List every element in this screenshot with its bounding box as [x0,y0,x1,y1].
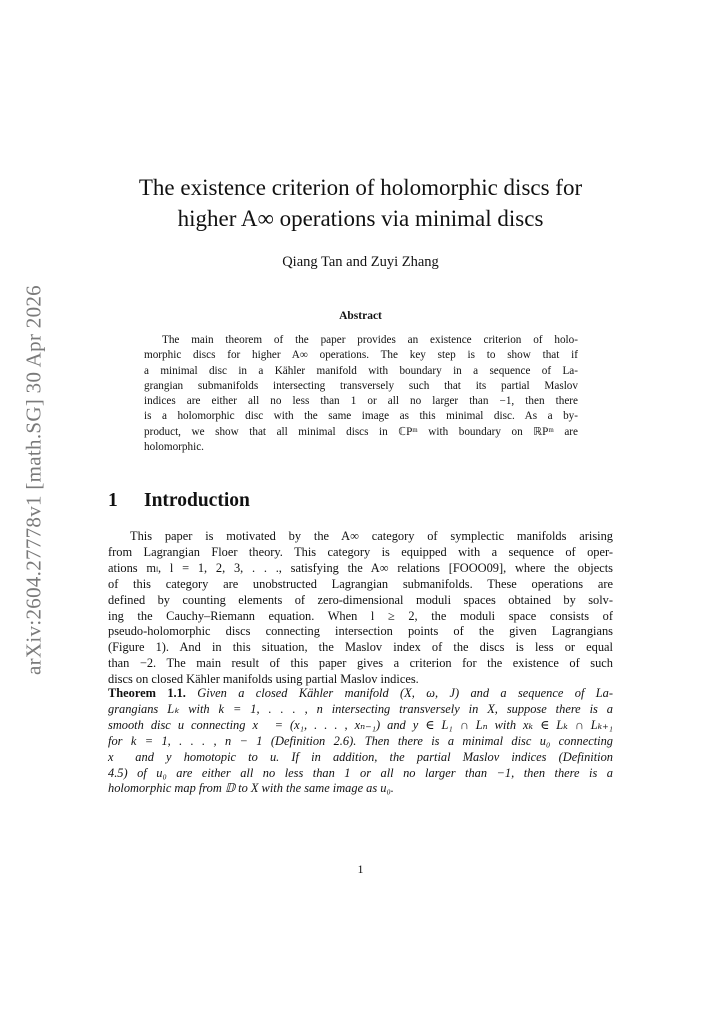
theorem-line: for k = 1, . . . , n − 1 (Definition 2.6). Then there is a minimal disc u₀ connecting [108,733,613,748]
intro-line: from Lagrangian Floer theory. This category is equipped with a sequence of oper- [108,544,613,559]
intro-line: pseudo-holomorphic discs connecting intersection points of the given Lagrangians [108,624,613,639]
theorem-line: grangians Lₖ with k = 1, . . . , n intersecting transversely in X, suppose there is a [108,701,613,716]
section-number: 1 [108,490,118,511]
theorem-line [108,686,613,702]
intro-line: of this category are unobstructed Lagrangian submanifolds. These operations are [108,576,613,591]
theorem-1-1 [108,686,613,797]
intro-line: ing the Cauchy–Riemann equation. When l ≥ 2, the moduli space consists of [108,608,613,623]
abstract-heading: Abstract [339,310,382,322]
abstract-line: is a holomorphic disc with the same image as this minimal disc. As a by- [144,410,578,423]
abstract-line: The main theorem of the paper provides an existence criterion of holo- [162,334,578,346]
intro-line: This paper is motivated by the A∞ category of symplectic manifolds arising [130,529,613,543]
abstract-line: morphic discs for higher A∞ operations. The key step is to show that if [144,349,578,362]
theorem-line-text: Given a closed Kähler manifold (X, ω, J) and a sequence of La- [197,686,613,700]
arxiv-identifier-stamp [14,280,54,680]
section-title: Introduction [144,490,250,511]
abstract-line: holomorphic. [144,441,204,454]
arxiv-identifier-text: arXiv:2604.27778v1 [math.SG] 30 Apr 2026 [21,285,46,675]
abstract-line: product, we show that all minimal discs in ℂPᵐ with boundary on ℝPᵐ are [144,425,578,438]
intro-line: ations mₗ, l = 1, 2, 3, . . ., satisfying the A∞ relations [FOOO09], where the objects [108,560,613,575]
theorem-line: x⃗ and y homotopic to u. If in addition, the partial Maslov indices (Definition [108,749,613,764]
intro-line: (Figure 1). And in this situation, the Maslov index of the discs is less or equal [108,640,613,655]
theorem-label: Theorem 1.1. [108,686,186,700]
intro-line: discs on closed Kähler manifolds using partial Maslov indices. [108,672,419,687]
theorem-line: smooth disc u connecting x⃗ = (x₁, . . . , xₙ₋₁) and y ∈ L₁ ∩ Lₙ with xₖ ∈ Lₖ ∩ Lₖ₊₁ [108,717,613,732]
abstract-line: indices are either all no less than 1 or all no larger than −1, then there [144,395,578,408]
abstract-line: a minimal disc in a Kähler manifold with boundary in a sequence of La- [144,364,578,377]
introduction-paragraph [108,529,613,688]
abstract-line: grangian submanifolds intersecting transversely such that its partial Maslov [144,379,578,392]
paper-title [108,172,613,234]
title-line: The existence criterion of holomorphic discs for [138,175,583,200]
section-heading-introduction [108,490,250,512]
paper-authors: Qiang Tan and Zuyi Zhang [282,254,439,270]
intro-line: than −2. The main result of this paper gives a criterion for the existence of such [108,656,613,671]
intro-line: defined by counting elements of zero-dimensional moduli spaces obtained by solv- [108,592,613,607]
theorem-line: holomorphic map from 𝔻 to X with the same image as u₀. [108,781,394,796]
abstract-body [144,333,578,455]
page-number: 1 [357,862,364,876]
theorem-line: 4.5) of u₀ are either all no less than 1 or all no larger than −1, then there is a [108,765,613,780]
title-line: higher A∞ operations via minimal discs [177,206,544,231]
